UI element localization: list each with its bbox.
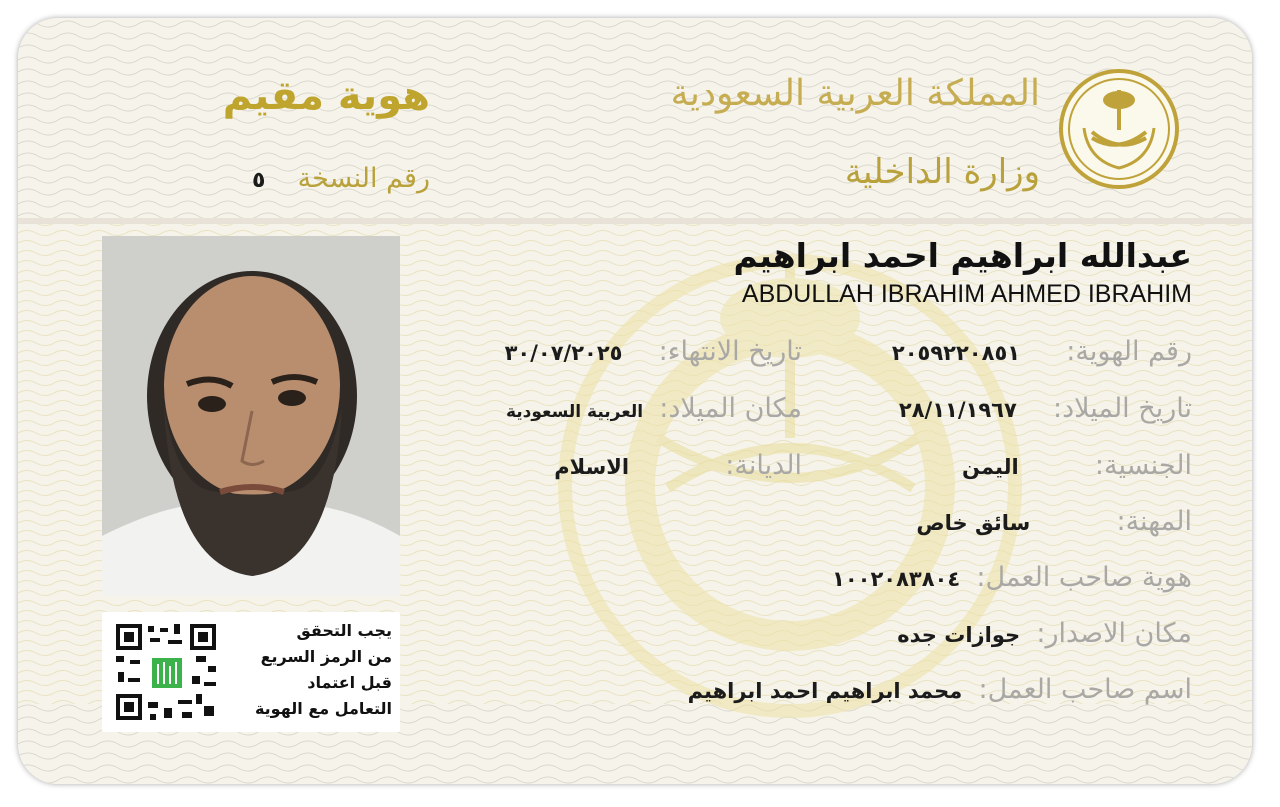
field-religion [554,450,802,481]
qr-instructions [255,618,392,722]
portrait-icon [102,236,400,596]
issue-place-label: مكان الاصدار: [1036,618,1192,649]
field-birthplace [506,393,802,424]
nationality-value: اليمن [962,455,1019,479]
religion-label: الديانة: [725,450,802,481]
field-nationality [962,450,1192,481]
field-employer-name [688,674,1192,705]
id-card [18,18,1252,784]
field-issue-place [897,618,1192,649]
field-employer-id [832,562,1192,593]
id-value: ٢٠٥٩٢٢٠٨٥١ [891,341,1021,365]
holder-photo [102,236,400,596]
qr-line-3: قبل اعتماد [307,673,392,692]
ministry-name: وزارة الداخلية [844,152,1040,192]
qr-line-2: من الرمز السريع [260,647,392,666]
holder-name-arabic: عبدالله ابراهيم احمد ابراهيم [733,236,1192,275]
birthplace-value: العربية السعودية [505,402,644,422]
field-expiry [505,336,802,367]
field-id-number [892,336,1192,367]
religion-value: الاسلام [554,455,630,479]
employer-name-value: محمد ابراهيم احمد ابراهيم [687,679,963,703]
profession-label: المهنة: [1116,506,1192,537]
employer-name-label: اسم صاحب العمل: [978,674,1192,705]
copy-number-label: رقم النسخة [297,163,430,194]
id-label: رقم الهوية: [1066,336,1192,367]
employer-id-label: هوية صاحب العمل: [976,562,1192,593]
expiry-label: تاريخ الانتهاء: [658,336,802,367]
issue-place-value: جوازات جده [897,623,1021,647]
expiry-value: ٣٠/٠٧/٢٠٢٥ [504,341,623,365]
qr-code-icon[interactable] [116,624,216,720]
copy-number-value: ٥ [252,168,266,193]
qr-line-4: التعامل مع الهوية [254,699,392,718]
field-dob [899,393,1192,424]
employer-id-value: ١٠٠٢٠٨٣٨٠٤ [832,567,961,591]
qr-line-1: يجب التحقق [296,621,392,640]
field-profession [916,506,1192,537]
birthplace-label: مكان الميلاد: [659,393,802,424]
dob-value: ٢٨/١١/١٩٦٧ [898,398,1017,422]
kingdom-name: المملكة العربية السعودية [670,73,1040,114]
profession-value: سائق خاص [916,511,1031,535]
qr-panel [102,612,400,732]
card-title: هوية مقيم [222,73,430,119]
saudi-emblem-icon [1058,68,1180,190]
holder-name-english: ABDULLAH IBRAHIM AHMED IBRAHIM [741,280,1192,308]
dob-label: تاريخ الميلاد: [1052,393,1192,424]
copy-number-row [252,163,430,194]
nationality-label: الجنسية: [1094,450,1192,481]
